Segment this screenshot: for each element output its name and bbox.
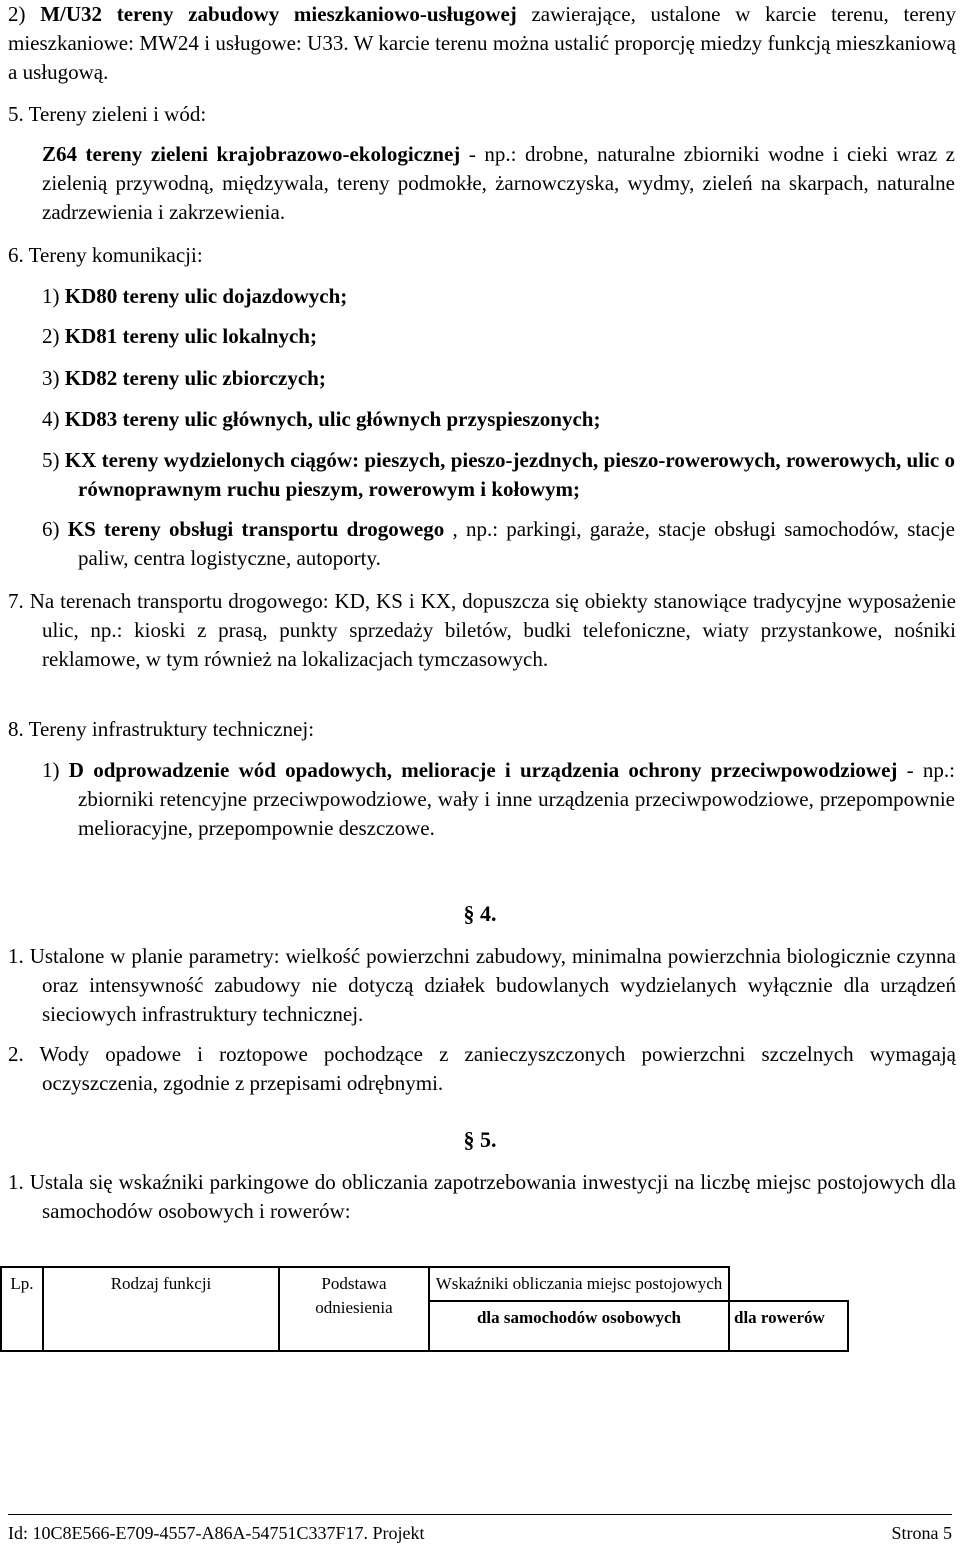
list-item-kd83 <box>42 405 955 434</box>
header-wskazniki: Wskaźniki obliczania miejsc postojowych <box>429 1267 729 1301</box>
footer-document-id: Id: 10C8E566-E709-4557-A86A-54751C337F17. Projekt <box>8 1523 425 1543</box>
paragraph-text: 1. Ustala się wskaźniki parkingowe do obliczania zapotrzebowania inwestycji na liczbę miejsc postojowych dla samochodów osobowych i rowerów: <box>8 1170 956 1223</box>
item-number: 5) <box>42 448 65 472</box>
footer-divider <box>8 1514 952 1515</box>
header-rodzaj-funkcji: Rodzaj funkcji <box>43 1267 279 1351</box>
list-item-ks <box>42 515 955 573</box>
item-bold: KS tereny obsługi transportu drogowego <box>67 517 445 541</box>
item-number: 4) <box>42 407 65 431</box>
paragraph-7 <box>8 587 956 674</box>
paragraph-7-text: 7. Na terenach transportu drogowego: KD, KS i KX, dopuszcza się obiekty stanowiące tradycyjne wyposażenie ulic, np.: kioski z prasą, punkty sprzedaży biletów, budki telefoniczne, wiaty przystankowe, nośniki reklamowe, w tym również na lokalizacjach tymczasowych. <box>8 589 956 671</box>
list-item-kx <box>42 446 955 504</box>
item-number: 2) <box>8 2 41 26</box>
header-podstawa: Podstawa odniesienia <box>279 1267 429 1351</box>
item-bold: KD83 tereny ulic głównych, ulic głównych przyspieszonych; <box>64 407 601 431</box>
list-item-kd80 <box>42 282 955 311</box>
item-bold: KD82 tereny ulic zbiorczych; <box>64 366 326 390</box>
heading-infrastruktura: 8. Tereny infrastruktury technicznej: <box>8 717 315 741</box>
list-item-d <box>42 756 955 843</box>
table-empty-cell <box>729 1267 848 1301</box>
header-rowery: dla rowerów <box>729 1301 848 1351</box>
header-lp: Lp. <box>1 1267 43 1351</box>
parking-table <box>0 1266 849 1352</box>
paragraph-text: 2. Wody opadowe i roztopowe pochodzące z zanieczyszczonych powierzchni szczelnych wymagają oczyszczenia, zgodnie z przepisami odrębnymi. <box>8 1042 956 1095</box>
item-number: 1) <box>42 284 65 308</box>
paragraph-text: 1. Ustalone w planie parametry: wielkość powierzchni zabudowy, minimalna powierzchnia biologicznie czynna oraz intensywność zabudowy nie dotyczą działek budowlanych wydzielanych wyłącznie dla urządzeń sieciowych infrastruktury technicznej. <box>8 944 956 1026</box>
section-5-label: § 5. <box>463 1127 497 1152</box>
paragraph-z64 <box>42 140 955 227</box>
item-text: - np.: drobne, naturalne zbiorniki wodne i cieki wraz z zielenią przywodną, międzywala, tereny podmokłe, żarnowczyska, wydmy, zieleń na skarpach, naturalne zadrzewienia i zakrzewienia. <box>42 142 955 224</box>
item-bold: Z64 tereny zieleni krajobrazowo-ekologicznej <box>42 142 461 166</box>
section-4-paragraph-1 <box>8 942 956 1029</box>
item-number: 3) <box>42 366 65 390</box>
item-bold: KD80 tereny ulic dojazdowych; <box>64 284 348 308</box>
item-text: , np.: parkingi, garaże, stacje obsługi samochodów, stacje paliw, centra logistyczne, autoporty. <box>78 517 955 570</box>
list-item-kd81 <box>42 322 955 351</box>
header-samochody: dla samochodów osobowych <box>429 1301 729 1351</box>
item-bold: D odprowadzenie wód opadowych, melioracje i urządzenia ochrony przeciwpowodziowej <box>68 758 898 782</box>
item-number: 1) <box>42 758 69 782</box>
item-bold: KX tereny wydzielonych ciągów: pieszych, pieszo-jezdnych, pieszo-rowerowych, rowerowych, ulic o równoprawnym ruchu pieszym, rowerowym i kołowym; <box>64 448 956 501</box>
heading-tereny-zieleni: 5. Tereny zieleni i wód: <box>8 102 207 126</box>
item-number: 2) <box>42 324 65 348</box>
footer-page-number: Strona 5 <box>891 1523 952 1543</box>
section-4-heading <box>0 901 960 927</box>
item-bold: M/U32 tereny zabudowy mieszkaniowo-usługowej <box>40 2 517 26</box>
section-4-label: § 4. <box>463 901 497 926</box>
heading-tereny-komunikacji: 6. Tereny komunikacji: <box>8 243 203 267</box>
item-bold: KD81 tereny ulic lokalnych; <box>64 324 317 348</box>
section-5-paragraph-1 <box>8 1168 956 1226</box>
list-item-kd82 <box>42 364 955 393</box>
section-5-heading <box>0 1127 960 1153</box>
section-4-paragraph-2 <box>8 1040 956 1098</box>
paragraph-mu32 <box>8 0 956 87</box>
item-text: zawierające, ustalone w karcie terenu, tereny mieszkaniowe: MW24 i usługowe: U33. W karcie terenu można ustalić proporcję miedzy funkcją mieszkaniową a usługową. <box>8 2 956 84</box>
item-text: - np.: zbiorniki retencyjne przeciwpowodziowe, wały i inne urządzenia przeciwpowodziowe, przepompownie melioracyjne, przepompownie deszczowe. <box>78 758 956 840</box>
item-number: 6) <box>42 517 68 541</box>
